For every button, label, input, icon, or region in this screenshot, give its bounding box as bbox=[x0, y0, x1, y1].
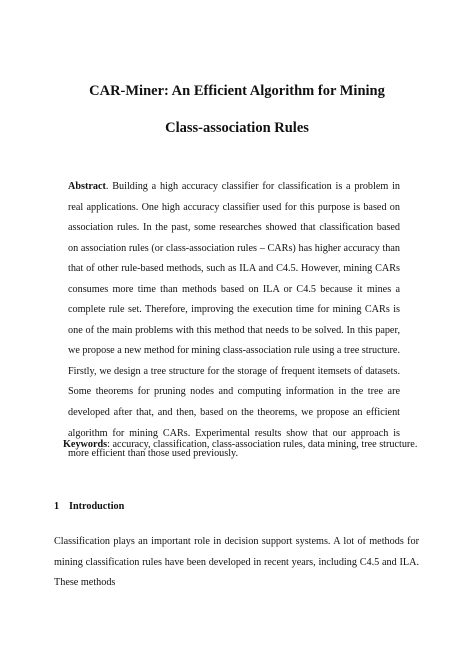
keywords-paragraph bbox=[63, 437, 423, 453]
section-number: 1 bbox=[54, 501, 60, 512]
keywords-label: Keywords bbox=[63, 439, 108, 450]
section-heading-introduction bbox=[54, 499, 124, 515]
keywords-text: : accuracy, classification, class-association rules, data mining, tree structure. bbox=[107, 439, 418, 450]
abstract-label: Abstract bbox=[68, 181, 106, 192]
abstract-text: . Building a high accuracy classifier for classification is a problem in real applications. One high accuracy classifier used for this purpose is based on association rules. In the past, some researches showed that classification based on association rules (or class-association rules – CARs) has higher accuracy than that of other rule-based methods, such as ILA and C4.5. However, mining CARs consumes more time than methods based on ILA or C4.5 because it mines a complete rule set. Therefore, improving the execution time for mining CARs is one of the main problems with this method that needs to be solved. In this paper, we propose a new method for mining class-association rule using a tree structure. Firstly, we design a tree structure for the storage of frequent itemsets of datasets. Some theorems for pruning nodes and computing information in the tree are developed after that, and then, based on the theorems, we propose an efficient algorithm for mining CARs. Experimental results show that our approach is more efficient than those used previously. bbox=[68, 181, 400, 460]
paper-title-line-1: CAR-Miner: An Efficient Algorithm for Mining bbox=[89, 83, 385, 99]
introduction-paragraph: Classification plays an important role in decision support systems. A lot of methods for mining classification rules have been developed in recent years, including C4.5 and ILA. These methods bbox=[54, 536, 419, 588]
section-title: Introduction bbox=[69, 501, 125, 512]
abstract-paragraph bbox=[68, 177, 400, 465]
paper-title-line-2: Class-association Rules bbox=[165, 120, 309, 136]
